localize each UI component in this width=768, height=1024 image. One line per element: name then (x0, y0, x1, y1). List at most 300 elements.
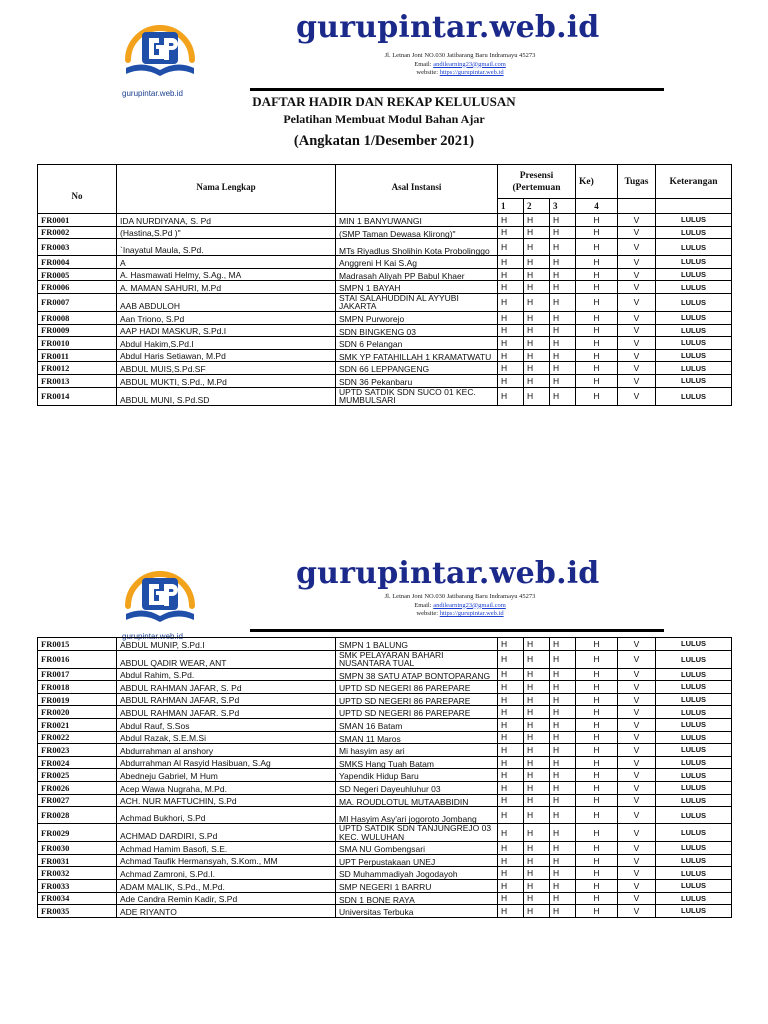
row-number: FR0011 (38, 349, 117, 362)
presence-2: H (524, 311, 550, 324)
presence-2: H (524, 756, 550, 769)
institution: SD Muhammadiyah Jogodayoh (336, 867, 498, 880)
presence-4: H (576, 387, 618, 405)
row-number: FR0001 (38, 214, 117, 227)
presence-3: H (550, 256, 576, 269)
row-number: FR0016 (38, 650, 117, 668)
header-presence: Presensi (Pertemuan (498, 165, 576, 199)
table-row (38, 268, 732, 281)
status-badge: LULUS (656, 293, 732, 311)
presence-4: H (576, 311, 618, 324)
presence-1: H (498, 681, 524, 694)
presence-2: H (524, 214, 550, 227)
status-badge: LULUS (656, 756, 732, 769)
institution: MIN 1 BANYUWANGI (336, 214, 498, 227)
presence-1: H (498, 879, 524, 892)
presence-4: H (576, 892, 618, 905)
presence-2: H (524, 281, 550, 294)
participant-name: Aan Triono, S.Pd (117, 311, 336, 324)
presence-4: H (576, 268, 618, 281)
institution: (SMP Taman Dewasa Klirong)" (336, 226, 498, 239)
row-number: FR0002 (38, 226, 117, 239)
presence-3: H (550, 362, 576, 375)
institution: SDN 6 Pelangan (336, 337, 498, 350)
table-row (38, 293, 732, 311)
presence-1: H (498, 731, 524, 744)
task-check: V (618, 268, 656, 281)
participant-name: `Inayatul Maula, S.Pd. (117, 239, 336, 256)
status-badge: LULUS (656, 681, 732, 694)
status-badge: LULUS (656, 268, 732, 281)
presence-3: H (550, 892, 576, 905)
email-label: Email: (414, 60, 434, 68)
row-number: FR0022 (38, 731, 117, 744)
institution: UPTD SD NEGERI 86 PAREPARE (336, 693, 498, 706)
presence-4: H (576, 769, 618, 782)
presence-4: H (576, 668, 618, 681)
presence-3: H (550, 681, 576, 694)
header-task-blank (618, 199, 656, 214)
presence-2: H (524, 337, 550, 350)
participant-name: Achmad Zamroni, S.Pd.I. (117, 867, 336, 880)
presence-2: H (524, 268, 550, 281)
participant-name: ABDUL RAHMAN JAFAR, S. Pd (117, 681, 336, 694)
presence-3: H (550, 718, 576, 731)
participant-name: A. MAMAN SAHURI, M.Pd (117, 281, 336, 294)
status-badge: LULUS (656, 638, 732, 651)
status-badge: LULUS (656, 374, 732, 387)
row-number: FR0021 (38, 718, 117, 731)
participant-name: ADE RIYANTO (117, 905, 336, 918)
row-number: FR0032 (38, 867, 117, 880)
logo-caption: gurupintar.web.id (122, 89, 183, 98)
task-check: V (618, 905, 656, 918)
row-number: FR0027 (38, 794, 117, 807)
institution: MTs Riyadlus Sholihin Kota Probolinggo (336, 239, 498, 256)
participant-name: ABDUL RAHMAN JAFAR. S.Pd (117, 706, 336, 719)
logo-graphic (118, 562, 202, 634)
institution: SMK YP FATAHILLAH 1 KRAMATWATU (336, 349, 498, 362)
table-row (38, 239, 732, 256)
presence-1: H (498, 668, 524, 681)
table-row (38, 324, 732, 337)
presence-1: H (498, 718, 524, 731)
table-row (38, 374, 732, 387)
presence-4: H (576, 337, 618, 350)
status-badge: LULUS (656, 824, 732, 842)
website-link[interactable]: https://gurupintar.web.id (439, 610, 504, 617)
presence-2: H (524, 842, 550, 855)
contact-block-page-2 (330, 593, 590, 619)
task-check: V (618, 650, 656, 668)
presence-2: H (524, 362, 550, 375)
header-no: No (38, 165, 117, 214)
presence-3: H (550, 756, 576, 769)
participant-name: Abdul Rahim, S.Pd. (117, 668, 336, 681)
row-number: FR0029 (38, 824, 117, 842)
institution: SMPN Purworejo (336, 311, 498, 324)
presence-3: H (550, 337, 576, 350)
presence-2: H (524, 681, 550, 694)
institution: Mi hasyim asy ari (336, 744, 498, 757)
row-number: FR0024 (38, 756, 117, 769)
row-number: FR0033 (38, 879, 117, 892)
participant-name: Achmad Taufik Hermansyah, S.Kom., MM (117, 854, 336, 867)
header-meeting-1: 1 (498, 199, 524, 214)
presence-1: H (498, 794, 524, 807)
email-link[interactable]: andilearning23@gmail.com (433, 60, 506, 68)
institution: Universitas Terbuka (336, 905, 498, 918)
presence-3: H (550, 706, 576, 719)
website-label: website: (416, 610, 440, 617)
row-number: FR0028 (38, 807, 117, 824)
status-badge: LULUS (656, 214, 732, 227)
presence-3: H (550, 387, 576, 405)
row-number: FR0035 (38, 905, 117, 918)
presence-1: H (498, 892, 524, 905)
table-row (38, 256, 732, 269)
task-check: V (618, 387, 656, 405)
status-badge: LULUS (656, 905, 732, 918)
row-number: FR0013 (38, 374, 117, 387)
status-badge: LULUS (656, 718, 732, 731)
table-row (38, 638, 732, 651)
header-remark: Keterangan (656, 165, 732, 199)
presence-4: H (576, 854, 618, 867)
status-badge: LULUS (656, 387, 732, 405)
presence-1: H (498, 706, 524, 719)
header-rule (250, 88, 664, 91)
task-check: V (618, 706, 656, 719)
institution: SMKS Hang Tuah Batam (336, 756, 498, 769)
presence-4: H (576, 879, 618, 892)
row-number: FR0015 (38, 638, 117, 651)
task-check: V (618, 781, 656, 794)
task-check: V (618, 854, 656, 867)
status-badge: LULUS (656, 879, 732, 892)
institution: SD Negeri Dayeuhluhur 03 (336, 781, 498, 794)
status-badge: LULUS (656, 239, 732, 256)
status-badge: LULUS (656, 854, 732, 867)
header-meeting-4: 4 (576, 199, 618, 214)
institution: SMP NEGERI 1 BARRU (336, 879, 498, 892)
institution: SMK PELAYARAN BAHARI NUSANTARA TUAL (336, 650, 498, 668)
row-number: FR0007 (38, 293, 117, 311)
presence-2: H (524, 387, 550, 405)
task-check: V (618, 867, 656, 880)
presence-4: H (576, 905, 618, 918)
presence-4: H (576, 650, 618, 668)
presence-1: H (498, 226, 524, 239)
contact-block (330, 52, 590, 78)
institution: MA. ROUDLOTUL MUTAABBIDIN (336, 794, 498, 807)
status-badge: LULUS (656, 892, 732, 905)
presence-3: H (550, 374, 576, 387)
table-row (38, 731, 732, 744)
table-row (38, 867, 732, 880)
status-badge: LULUS (656, 731, 732, 744)
presence-1: H (498, 854, 524, 867)
brand-logo (118, 16, 202, 88)
presence-1: H (498, 744, 524, 757)
institution: SMPN 1 BALUNG (336, 638, 498, 651)
presence-3: H (550, 239, 576, 256)
presence-4: H (576, 794, 618, 807)
table-row (38, 337, 732, 350)
table-row (38, 362, 732, 375)
institution: SMAN 11 Maros (336, 731, 498, 744)
header-meeting-2: 2 (524, 199, 550, 214)
institution: UPTD SD NEGERI 86 PAREPARE (336, 681, 498, 694)
presence-3: H (550, 769, 576, 782)
task-check: V (618, 293, 656, 311)
institution: SMA NU Gombengsari (336, 842, 498, 855)
status-badge: LULUS (656, 744, 732, 757)
presence-2: H (524, 744, 550, 757)
presence-4: H (576, 706, 618, 719)
table-row (38, 879, 732, 892)
presence-1: H (498, 337, 524, 350)
task-check: V (618, 756, 656, 769)
table-row (38, 311, 732, 324)
task-check: V (618, 807, 656, 824)
row-number: FR0003 (38, 239, 117, 256)
table-row (38, 824, 732, 842)
document-page-1 (0, 0, 768, 485)
row-number: FR0017 (38, 668, 117, 681)
presence-4: H (576, 681, 618, 694)
task-check: V (618, 744, 656, 757)
status-badge: LULUS (656, 650, 732, 668)
presence-4: H (576, 214, 618, 227)
logo-graphic (118, 16, 202, 88)
task-check: V (618, 349, 656, 362)
presence-2: H (524, 650, 550, 668)
institution: MI Hasyim Asy'ari jogoroto Jombang (336, 807, 498, 824)
presence-3: H (550, 744, 576, 757)
presence-4: H (576, 638, 618, 651)
participant-name: Abdul Hakim,S.Pd.I (117, 337, 336, 350)
presence-1: H (498, 311, 524, 324)
participant-name: (Hastina,S.Pd )" (117, 226, 336, 239)
participant-name: Abdul Razak, S.E.M.Si (117, 731, 336, 744)
status-badge: LULUS (656, 668, 732, 681)
table-row (38, 769, 732, 782)
task-check: V (618, 214, 656, 227)
task-check: V (618, 362, 656, 375)
presence-2: H (524, 239, 550, 256)
table-row (38, 854, 732, 867)
row-number: FR0014 (38, 387, 117, 405)
table-row (38, 668, 732, 681)
row-number: FR0020 (38, 706, 117, 719)
presence-4: H (576, 324, 618, 337)
task-check: V (618, 324, 656, 337)
presence-2: H (524, 769, 550, 782)
presence-2: H (524, 256, 550, 269)
institution: SDN BINGKENG 03 (336, 324, 498, 337)
task-check: V (618, 681, 656, 694)
website-link[interactable]: https://gurupintar.web.id (439, 69, 504, 76)
row-number: FR0012 (38, 362, 117, 375)
header-name: Nama Lengkap (117, 165, 336, 214)
institution: SMPN 1 BAYAH (336, 281, 498, 294)
presence-4: H (576, 374, 618, 387)
header-institution: Asal Instansi (336, 165, 498, 214)
institution: SDN 1 BONE RAYA (336, 892, 498, 905)
table-row (38, 718, 732, 731)
institution: SDN 66 LEPPANGENG (336, 362, 498, 375)
participant-name: Achmad Hamim Basofi, S.E. (117, 842, 336, 855)
presence-3: H (550, 842, 576, 855)
institution: SMAN 16 Batam (336, 718, 498, 731)
presence-1: H (498, 824, 524, 842)
status-badge: LULUS (656, 311, 732, 324)
presence-1: H (498, 281, 524, 294)
presence-1: H (498, 256, 524, 269)
presence-3: H (550, 824, 576, 842)
site-brand-name: gurupintar.web.id (296, 10, 600, 45)
presence-1: H (498, 324, 524, 337)
document-title: DAFTAR HADIR DAN REKAP KELULUSAN (252, 94, 516, 109)
task-check: V (618, 668, 656, 681)
presence-3: H (550, 311, 576, 324)
table-header-row (38, 165, 732, 199)
presence-1: H (498, 349, 524, 362)
row-number: FR0025 (38, 769, 117, 782)
task-check: V (618, 281, 656, 294)
row-number: FR0010 (38, 337, 117, 350)
task-check: V (618, 256, 656, 269)
row-number: FR0026 (38, 781, 117, 794)
table-row (38, 214, 732, 227)
presence-1: H (498, 293, 524, 311)
participant-name: AAP HADI MASKUR, S.Pd.I (117, 324, 336, 337)
presence-2: H (524, 226, 550, 239)
institution: SMPN 38 SATU ATAP BONTOPARANG (336, 668, 498, 681)
institution: Yapendik Hidup Baru (336, 769, 498, 782)
presence-3: H (550, 781, 576, 794)
row-number: FR0030 (38, 842, 117, 855)
site-brand-name-page-2: gurupintar.web.id (296, 556, 600, 591)
table-row (38, 650, 732, 668)
status-badge: LULUS (656, 867, 732, 880)
presence-4: H (576, 731, 618, 744)
website-line (330, 610, 590, 619)
table-row (38, 807, 732, 824)
presence-1: H (498, 374, 524, 387)
row-number: FR0005 (38, 268, 117, 281)
presence-3: H (550, 854, 576, 867)
status-badge: LULUS (656, 337, 732, 350)
presence-3: H (550, 867, 576, 880)
presence-4: H (576, 293, 618, 311)
presence-1: H (498, 769, 524, 782)
presence-4: H (576, 239, 618, 256)
presence-3: H (550, 731, 576, 744)
status-badge: LULUS (656, 226, 732, 239)
address-text: Jl. Letnan Joni NO.030 Jatibarang Baru Indramayu 45273 (384, 593, 536, 600)
address-text: Jl. Letnan Joni NO.030 Jatibarang Baru Indramayu 45273 (384, 52, 536, 59)
presence-3: H (550, 650, 576, 668)
brand-logo-page-2 (118, 562, 202, 634)
presence-3: H (550, 807, 576, 824)
presence-3: H (550, 268, 576, 281)
participant-name: Abdurrahman Al Rasyid Hasibuan, S.Ag (117, 756, 336, 769)
institution: UPTD SATDIK SDN SUCO 01 KEC. MUMBULSARI (336, 387, 498, 405)
presence-4: H (576, 256, 618, 269)
status-badge: LULUS (656, 693, 732, 706)
participant-name: ADAM MALIK, S.Pd., M.Pd. (117, 879, 336, 892)
presence-3: H (550, 226, 576, 239)
presence-2: H (524, 905, 550, 918)
table-row (38, 744, 732, 757)
presence-4: H (576, 362, 618, 375)
table-body-page-1 (38, 214, 732, 406)
presence-4: H (576, 756, 618, 769)
presence-2: H (524, 854, 550, 867)
row-number: FR0034 (38, 892, 117, 905)
participant-name: Achmad Bukhori, S.Pd (117, 807, 336, 824)
presence-2: H (524, 374, 550, 387)
participant-name: IDA NURDIYANA, S. Pd (117, 214, 336, 227)
participant-name: Ade Candra Remin Kadir, S.Pd (117, 892, 336, 905)
presence-4: H (576, 867, 618, 880)
presence-4: H (576, 842, 618, 855)
presence-3: H (550, 293, 576, 311)
table-row (38, 706, 732, 719)
presence-3: H (550, 905, 576, 918)
status-badge: LULUS (656, 281, 732, 294)
presence-2: H (524, 706, 550, 719)
table-row (38, 281, 732, 294)
task-check: V (618, 892, 656, 905)
row-number: FR0006 (38, 281, 117, 294)
participant-name: Abdul Haris Setiawan, M.Pd (117, 349, 336, 362)
table-row (38, 693, 732, 706)
presence-2: H (524, 349, 550, 362)
presence-1: H (498, 239, 524, 256)
status-badge: LULUS (656, 256, 732, 269)
table-row (38, 905, 732, 918)
presence-3: H (550, 324, 576, 337)
status-badge: LULUS (656, 706, 732, 719)
header-presence-cont: Ke) (576, 165, 618, 199)
status-badge: LULUS (656, 781, 732, 794)
presence-2: H (524, 693, 550, 706)
institution: Anggreni H Kai S.Ag (336, 256, 498, 269)
presence-2: H (524, 731, 550, 744)
table-row (38, 349, 732, 362)
document-subtitle: Pelatihan Membuat Modul Bahan Ajar (283, 112, 485, 126)
presence-2: H (524, 638, 550, 651)
task-check: V (618, 769, 656, 782)
task-check: V (618, 374, 656, 387)
attendance-table-page-1 (37, 164, 732, 406)
presence-1: H (498, 214, 524, 227)
institution: UPTD SATDIK SDN TANJUNGREJO 03 KEC. WULUHAN (336, 824, 498, 842)
row-number: FR0018 (38, 681, 117, 694)
task-check: V (618, 842, 656, 855)
header-remark-blank (656, 199, 732, 214)
header-meeting-3: 3 (550, 199, 576, 214)
presence-2: H (524, 668, 550, 681)
presence-1: H (498, 268, 524, 281)
email-link[interactable]: andilearning23@gmail.com (433, 601, 506, 609)
presence-1: H (498, 650, 524, 668)
status-badge: LULUS (656, 807, 732, 824)
table-row (38, 892, 732, 905)
